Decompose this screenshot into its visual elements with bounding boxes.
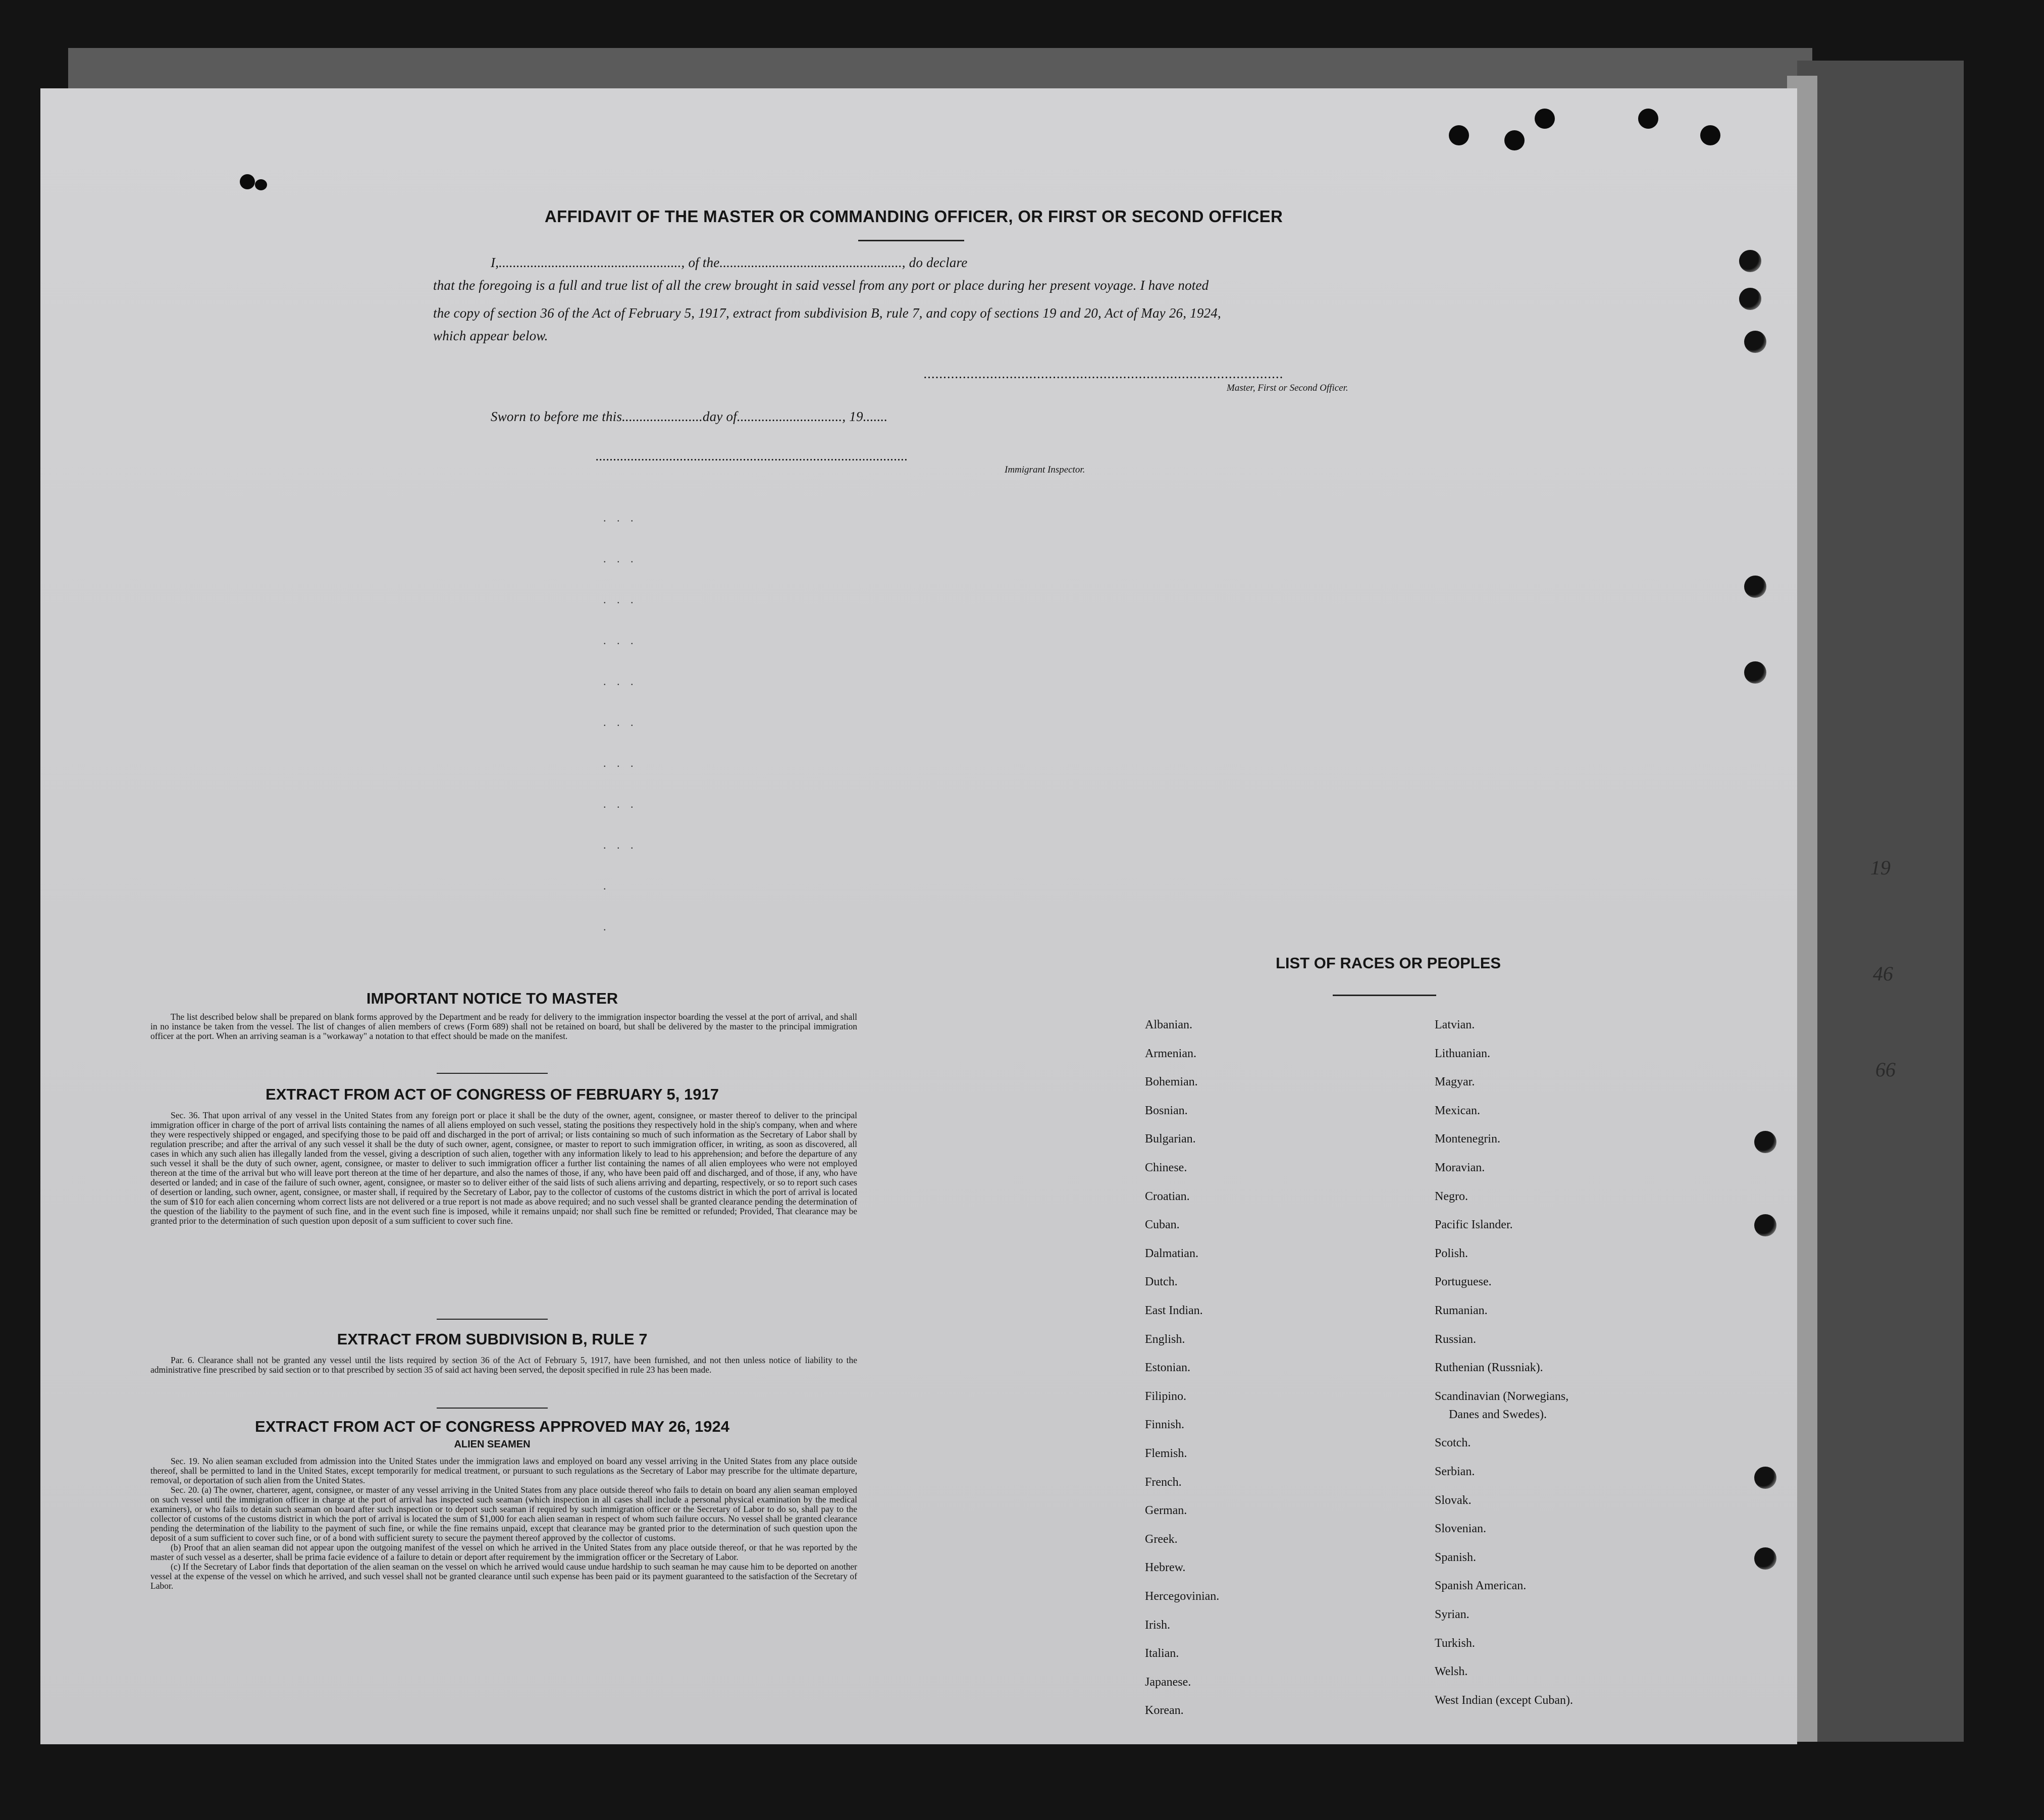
punch-hole — [1744, 661, 1766, 684]
punch-hole — [1754, 1131, 1776, 1153]
race-entry: Armenian. — [1145, 1047, 1196, 1060]
race-entry: Negro. — [1435, 1189, 1468, 1203]
race-entry: Greek. — [1145, 1532, 1178, 1546]
race-entry: English. — [1145, 1332, 1185, 1346]
margin-mark-19: 19 — [1870, 856, 1891, 879]
race-entry: Irish. — [1145, 1618, 1170, 1632]
margin-mark-46: 46 — [1873, 962, 1893, 985]
race-entry: French. — [1145, 1475, 1182, 1489]
extract-rule7-text: Par. 6. Clearance shall not be granted any vessel until the lists required by section 36 of the Act of February 5, 1917, have been furnished, and not then unless notice of liability to the administrative fine prescribed by said section or to that prescribed by section 35 of said act having been served, the deposit specified in rule 23 has been made. — [150, 1355, 857, 1375]
race-entry: Bosnian. — [1145, 1104, 1188, 1117]
race-entry: Welsh. — [1435, 1665, 1468, 1679]
race-entry: Flemish. — [1145, 1447, 1187, 1460]
extract-1924-subtitle: ALIEN SEAMEN — [454, 1439, 531, 1450]
race-entry: Croatian. — [1145, 1189, 1190, 1203]
race-entry: Cuban. — [1145, 1218, 1180, 1232]
sworn-line: Sworn to before me this.......................day of.............................., 19....... — [491, 409, 888, 424]
extract-rule7-title: EXTRACT FROM SUBDIVISION B, RULE 7 — [337, 1330, 648, 1348]
race-entry: Syrian. — [1435, 1608, 1470, 1621]
punch-hole — [1638, 109, 1658, 129]
extract-1917-title: EXTRACT FROM ACT OF CONGRESS OF FEBRUARY 5, 1917 — [266, 1085, 719, 1103]
affidavit-title: AFFIDAVIT OF THE MASTER OR COMMANDING OFFICER, OR FIRST OR SECOND OFFICER — [544, 207, 1283, 226]
race-entry: Mexican. — [1435, 1104, 1480, 1117]
race-entry: Russian. — [1435, 1332, 1477, 1346]
race-entry: Hebrew. — [1145, 1561, 1186, 1575]
extract-1924-text: Sec. 19. No alien seaman excluded from admission into the United States under the immigration laws and employed on board any vessel arriving in the United States from any place outside thereof, shall be permitted to land in the United States, except temporarily for medical treatment, or pursuant to such regulations as the Secretary of Labor may prescribe for the ultimate departure, removal, or deportation of such alien from the United States. Sec. 20. (a) The owner, charterer, agent, consignee, or master of any vessel arriving in the United States from any place outside thereof who fails to detain on board any alien seaman employed on such vessel until the immigration officer in charge at the port of arrival has inspected such seaman (which inspection in all cases shall include a personal physical examination by the medical examiners), or who fails to detain such seaman on board after such inspection or to deport such seaman if required by such immigration officer or the Secretary of Labor to do so, shall pay to the collector of customs of the customs district in which the port of arrival is located the sum of $1,000 for each alien seaman in respect of whom such failure occurs. No vessel shall be granted clearance pending the determination of the liability to the payment of such fine, or while the fine remains unpaid, except that clearance may be granted prior to the determination of such question upon the deposit of a sum sufficient to cover such fine, or of a bond with sufficient surety to secure the payment thereof approved by the collector of customs. (b) Proof that an alien seaman did not appear upon the outgoing manifest of the vessel on which he arrived in the United States from any place outside thereof, or that he was reported by the master of such vessel as a deserter, shall be prima facie evidence of a failure to detain or deport after requirement by the immigration officer or the Secretary of Labor. (c) If the Secretary of Labor finds that deportation of the alien seaman on the vessel on which he arrived would cause undue hardship to such seaman he may cause him to be deported on another vessel at the expense of the vessel on which he arrived, and such vessel shall not be granted clearance until such expense has been paid or its payment guaranteed to the satisfaction of the Secretary of Labor. — [150, 1456, 857, 1591]
race-entry: West Indian (except Cuban). — [1435, 1693, 1573, 1707]
punch-hole — [1700, 125, 1720, 145]
race-entry: Estonian. — [1145, 1361, 1190, 1375]
margin-mark-66: 66 — [1875, 1058, 1896, 1081]
race-entry: Turkish. — [1435, 1636, 1475, 1650]
punch-hole — [1449, 125, 1469, 145]
race-entry: Chinese. — [1145, 1161, 1187, 1174]
race-entry: Hercegovinian. — [1145, 1590, 1220, 1603]
race-entry: Danes and Swedes). — [1449, 1408, 1547, 1421]
race-entry: German. — [1145, 1504, 1187, 1518]
back-page-right — [1797, 61, 1964, 1742]
race-entry: Latvian. — [1435, 1018, 1475, 1031]
race-entry: Pacific Islander. — [1435, 1218, 1513, 1232]
ink-blot — [240, 174, 255, 189]
race-entry: Moravian. — [1435, 1161, 1485, 1174]
race-entry: Korean. — [1145, 1704, 1184, 1718]
punch-hole — [1535, 109, 1555, 129]
race-entry: Spanish American. — [1435, 1579, 1527, 1593]
race-entry: Portuguese. — [1435, 1275, 1492, 1289]
signature-line: ............................................................................................ — [924, 366, 1284, 381]
dotted-column: . . . . . . . . . . . . . . . . . . . . . . . . . . . . . — [603, 511, 638, 933]
races-title-rule — [1333, 995, 1436, 996]
punch-hole — [1739, 250, 1761, 272]
race-entry: Lithuanian. — [1435, 1047, 1490, 1060]
punch-hole — [1504, 130, 1525, 150]
punch-hole — [1754, 1467, 1776, 1489]
race-entry: Scandinavian (Norwegians, — [1435, 1389, 1569, 1403]
ink-blot — [255, 179, 267, 190]
race-entry: Spanish. — [1435, 1550, 1477, 1564]
race-entry: Japanese. — [1145, 1675, 1191, 1689]
race-entry: Slovenian. — [1435, 1522, 1486, 1536]
race-entry: Finnish. — [1145, 1418, 1185, 1432]
inspector-label: Immigrant Inspector. — [1005, 464, 1085, 475]
punch-hole — [1754, 1214, 1776, 1236]
race-entry: Serbian. — [1435, 1465, 1475, 1478]
race-entry: East Indian. — [1145, 1304, 1203, 1317]
signature-label: Master, First or Second Officer. — [1227, 383, 1348, 393]
race-entry: Slovak. — [1435, 1493, 1472, 1507]
race-entry: Rumanian. — [1435, 1304, 1488, 1317]
race-entry: Scotch. — [1435, 1436, 1471, 1450]
race-entry: Montenegrin. — [1435, 1132, 1500, 1146]
race-entry: Bulgarian. — [1145, 1132, 1196, 1146]
race-entry: Italian. — [1145, 1647, 1179, 1660]
extract-1917-text: Sec. 36. That upon arrival of any vessel in the United States from any foreign port or place it shall be the duty of the owner, agent, consignee, or master thereof to deliver to the principal immigration officer in charge of the port of arrival lists containing the names of all aliens employed on such vessel, stating the positions they respectively hold in the ship's company, when and where they were respectively shipped or engaged, and specifying those to be paid off and discharged in the port of arrival; or lists containing so much of such information as the Secretary of Labor shall by regulation prescribe; and after the arrival of any such vessel it shall be the duty of such owner, agent, consignee, or master to report to such immigration officer, in writing, as soon as discovered, all cases in which any such alien has illegally landed from the vessel, giving a description of such alien, together with any information likely to lead to his apprehension; and before the departure of any such vessel it shall be the duty of such owner, agent, consignee, or master to deliver to such immigration officer a further list containing the names of all alien employees who were not employed thereon at the time of the arrival but who will leave port thereon at the time of her departure, and also the names of those, if any, who have been paid off and discharged, and of those, if any, who have deserted or landed; and in case of the failure of such owner, agent, consignee, or master so to deliver either of the said lists of such aliens arriving and departing, respectively, or so to report such cases of desertion or landing, such owner, agent, consignee, or master shall, if required by the Secretary of Labor, pay to the collector of customs of the customs district in which the port of arrival is located the sum of $10 for each alien concerning whom correct lists are not delivered or a true report is not made as above required; and no such vessel shall be granted clearance pending the determination of the question of the liability to the payment of such fine, and in the event such fine is imposed, while it remains unpaid; nor shall such fine be remitted or refunded; Provided, That clearance may be granted prior to the determination of such question upon deposit of a sum sufficient to cover such fine. — [150, 1110, 857, 1226]
punch-hole — [1739, 288, 1761, 310]
affidavit-line-4: which appear below. — [433, 328, 548, 343]
race-entry: Dalmatian. — [1145, 1246, 1198, 1260]
race-entry: Polish. — [1435, 1246, 1469, 1260]
race-entry: Albanian. — [1145, 1018, 1192, 1031]
race-entry: Ruthenian (Russniak). — [1435, 1361, 1543, 1375]
race-entry: Magyar. — [1435, 1075, 1475, 1089]
punch-hole — [1754, 1547, 1776, 1570]
section-rule — [437, 1073, 548, 1074]
extract-1924-title: EXTRACT FROM ACT OF CONGRESS APPROVED MAY 26, 1924 — [255, 1418, 729, 1435]
section-rule — [437, 1319, 548, 1320]
inspector-line: ......................................................................................... — [596, 448, 908, 463]
notice-text: The list described below shall be prepared on blank forms approved by the Department and be ready for delivery to the immigration inspector boarding the vessel at the port of arrival, and shall in no instance be taken from the vessel. The list of changes of alien members of crews (Form 689) shall not be retained on board, but shall be delivered by the master to the principal immigration officer at the port. When an arriving seaman is a "workaway" a notation to that effect should be made on the manifest. — [150, 1012, 857, 1041]
affidavit-line-3: the copy of section 36 of the Act of February 5, 1917, extract from subdivision B, rule 7, and copy of sections 19 and 20, Act of May 26, 1924, — [433, 305, 1221, 321]
race-entry: Bohemian. — [1145, 1075, 1198, 1089]
affidavit-line-2: that the foregoing is a full and true list of all the crew brought in said vessel from any port or place during her present voyage. I have noted — [433, 278, 1209, 293]
notice-title: IMPORTANT NOTICE TO MASTER — [366, 990, 618, 1007]
races-title: LIST OF RACES OR PEOPLES — [1275, 954, 1501, 972]
title-rule — [858, 240, 964, 241]
race-entry: Dutch. — [1145, 1275, 1178, 1289]
race-entry: Filipino. — [1145, 1389, 1187, 1403]
section-rule — [437, 1408, 548, 1409]
punch-hole — [1744, 331, 1766, 353]
punch-hole — [1744, 576, 1766, 598]
affidavit-line-1: I,...................................................., of the...................................................., do declare — [491, 255, 968, 270]
